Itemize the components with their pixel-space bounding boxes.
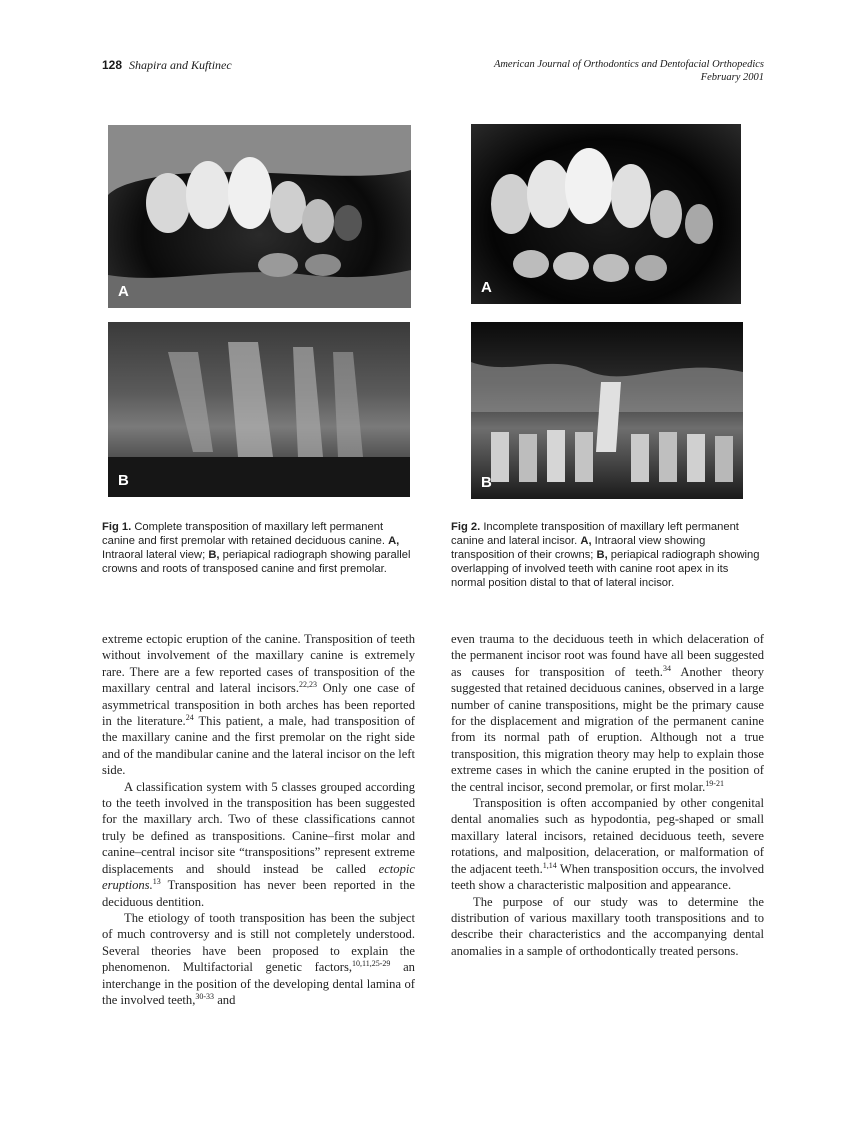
citation: 13 (152, 876, 161, 886)
fig1-caption-text: Complete transposition of maxillary left permanent canine and first premolar with retained deciduous canine. (102, 521, 389, 547)
fig2-caption (451, 520, 764, 590)
fig2-caption-b: B, (596, 549, 608, 561)
fig2-caption-text-b: periapical radiograph showing overlapping of involved teeth with canine root apex in its normal position distal to that of lateral incisor. (451, 549, 760, 589)
fig1-panel-a-label: A (118, 283, 129, 300)
fig1-caption-title: Fig 1. (102, 521, 132, 533)
body-paragraph: extreme ectopic eruption of the canine. Transposition of teeth without involvement of the maxillary canine is extremely rare. There are a few reported cases of transposition of the maxillary central and lateral incisors.$^{22,23}$ Only one case of asymmetrical transposition in both arches has been reported in the literature.$^{24}$ This patient, a male, had transposition of the maxillary canine and the first premolar on the right side and of the mandibular canine and the lateral incisor on the left side. (102, 632, 416, 778)
running-authors: Shapira and Kuftinec (129, 58, 232, 72)
journal-title: American Journal of Orthodontics and Dentofacial Orthopedics (493, 59, 764, 70)
fig1a-teeth-illustration (108, 125, 411, 308)
running-header-left (102, 58, 232, 73)
body-paragraph: A classification system with 5 classes grouped according to the teeth involved in the transposition has been suggested for the maxillary arch. Two of these classifications cannot truly be defined as transpositions. Canine–first molar and canine–central incisor site “transpositions” represent extreme displacements and should instead be called ectopic eruptions.$^{13}$ Transposition has never been reported in the deciduous dentition. (102, 779, 415, 909)
body-column-left (102, 631, 415, 1008)
citation: 19-21 (705, 778, 724, 788)
citation: 34 (662, 663, 671, 673)
body-paragraph: Transposition is often accompanied by other congenital dental anomalies such as hypodontia, peg-shaped or small maxillary lateral incisors, retained deciduous teeth, severe rotations, and malposition, delaceration, or malformation of the adjacent teeth.$^{1,14}$ When transposition occurs, the involved teeth show a characteristic malposition and appearance. (451, 796, 764, 893)
fig1-caption-b: B, (208, 549, 220, 561)
fig2-panel-a-label: A (481, 279, 492, 296)
fig1-caption-text-a: Intraoral lateral view; (102, 549, 209, 561)
citation: 30-33 (195, 991, 215, 1001)
fig1-caption-a: A, (388, 535, 400, 547)
body-paragraph: The purpose of our study was to determine the distribution of various maxillary tooth transpositions and to describe their characteristics and the accompanying dental anomalies in a sample of orthodontically treated persons. (451, 894, 764, 958)
fig2-panel-b-label: B (481, 474, 492, 491)
body-column-right (451, 631, 764, 959)
fig2-caption-text-a: Intraoral view showing transposition of their crowns; (451, 535, 706, 561)
fig2-panel-a-photo (471, 124, 741, 304)
fig1b-radiograph-illustration (108, 322, 410, 497)
journal-issue: February 2001 (700, 72, 764, 83)
running-header-right (494, 58, 764, 84)
body-paragraph: The etiology of tooth transposition has been the subject of much controversy and is still not completely understood. Several theories have been proposed to explain the phenomenon. Multifactorial genetic factors,$^{10,11,25-29}$ an interchange in the position of the developing dental lamina of the involved teeth,$^{30-33}$ and (102, 910, 415, 1007)
citation: 24 (185, 712, 194, 722)
citation: 22,23 (298, 680, 317, 690)
citation: 1,14 (542, 860, 557, 870)
fig2b-radiograph-illustration (471, 322, 743, 499)
fig1-panel-b-label: B (118, 472, 129, 489)
fig1-caption (102, 520, 416, 576)
fig1-panel-b-radiograph (108, 322, 410, 497)
body-paragraph: even trauma to the deciduous teeth in which delaceration of the permanent incisor root was found have all been suggested as causes for transposition of teeth.$^{34}$ Another theory suggested that retained deciduous canines, observed in a large number of canine transpositions, might be the primary cause for the displacement and migration of the permanent canine from its normal path of eruption. Although not a true transposition, this migration theory may help to explain those extreme cases in which the canine erupted in the position of the central incisor, second premolar, or first molar.$^{19-21}$ (451, 632, 764, 794)
fig2a-teeth-illustration (471, 124, 741, 304)
fig1-panel-a-photo (108, 125, 411, 308)
fig2-panel-b-radiograph (471, 322, 743, 499)
citation: 10,11,25-29 (352, 958, 391, 968)
fig1-caption-text-b: periapical radiograph showing parallel crowns and roots of transposed canine and first premolar. (102, 549, 411, 575)
page-number: 128 (102, 58, 123, 72)
fig2-caption-a: A, (580, 535, 592, 547)
fig2-caption-text: Incomplete transposition of maxillary left permanent canine and lateral incisor. (451, 521, 739, 547)
fig2-caption-title: Fig 2. (451, 521, 481, 533)
emphasis-term: ectopic eruptions. (102, 861, 415, 893)
